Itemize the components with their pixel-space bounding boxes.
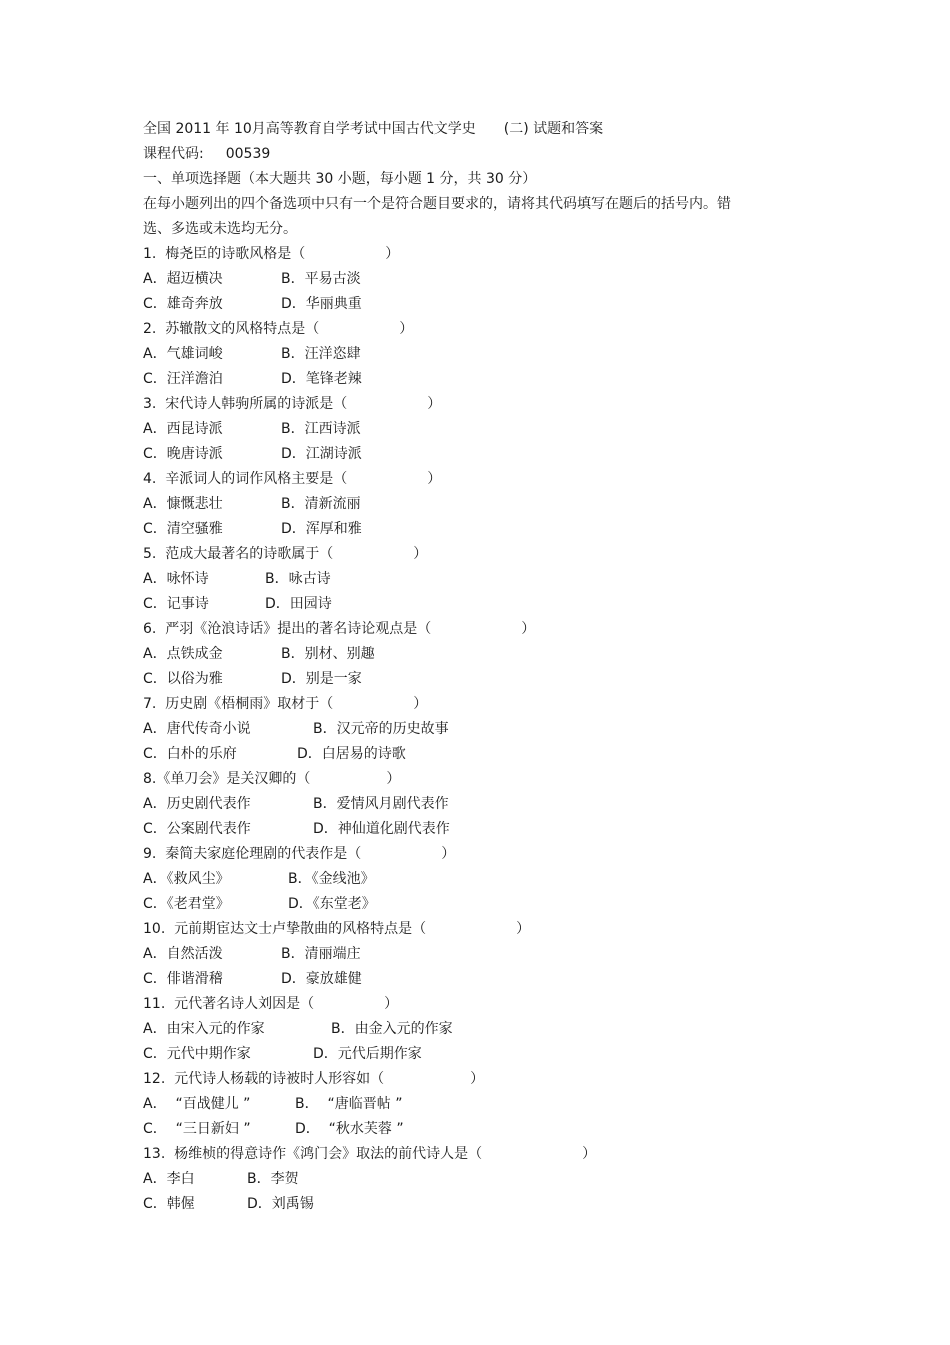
question-text: 7. 历史剧《梧桐雨》取材于（	[143, 696, 334, 712]
option-a: A．唐代传奇小说	[143, 721, 251, 737]
question-stem	[143, 542, 743, 567]
answer-blank-close: ）	[384, 996, 399, 1012]
option-row	[143, 967, 743, 992]
option-b: B．别材、别趣	[281, 646, 375, 662]
option-row	[143, 792, 743, 817]
option-d: D．田园诗	[265, 596, 332, 612]
option-a: A．慷慨悲壮	[143, 496, 223, 512]
question-text: 12. 元代诗人杨载的诗被时人形容如（	[143, 1071, 385, 1087]
option-row	[143, 1017, 743, 1042]
option-b: B．咏古诗	[265, 571, 331, 587]
question-item	[143, 1067, 743, 1142]
question-text: 13. 杨维桢的得意诗作《鸿门会》取法的前代诗人是（	[143, 1146, 483, 1162]
option-d: D．元代后期作家	[313, 1046, 422, 1062]
option-b: B．江西诗派	[281, 421, 361, 437]
option-b: B．由金入元的作家	[331, 1021, 453, 1037]
option-row	[143, 867, 743, 892]
option-row	[143, 342, 743, 367]
answer-blank-close: ）	[441, 846, 456, 862]
option-c: C．公案剧代表作	[143, 821, 251, 837]
option-c: C．清空骚雅	[143, 521, 223, 537]
option-a: A．气雄词峻	[143, 346, 223, 362]
option-c: C．晚唐诗派	[143, 446, 223, 462]
option-b: B．平易古淡	[281, 271, 361, 287]
question-text: 10. 元前期宦达文士卢挚散曲的风格特点是（	[143, 921, 427, 937]
option-row	[143, 292, 743, 317]
option-row	[143, 417, 743, 442]
option-d: D．华丽典重	[281, 296, 362, 312]
answer-blank-close: ）	[413, 546, 428, 562]
option-d: D． “秋水芙蓉 ”	[295, 1121, 404, 1137]
option-row	[143, 717, 743, 742]
question-item	[143, 1142, 743, 1217]
option-a: A．点铁成金	[143, 646, 223, 662]
option-row	[143, 817, 743, 842]
question-text: 5. 范成大最著名的诗歌属于（	[143, 546, 334, 562]
question-item	[143, 542, 743, 617]
course-code-label: 课程代码:	[143, 146, 204, 162]
option-row	[143, 1092, 743, 1117]
option-row	[143, 642, 743, 667]
option-d: D．白居易的诗歌	[297, 746, 406, 762]
option-row	[143, 367, 743, 392]
option-row	[143, 1192, 743, 1217]
option-a: A．历史剧代表作	[143, 796, 251, 812]
option-row	[143, 942, 743, 967]
question-list	[143, 242, 743, 1217]
question-stem	[143, 692, 743, 717]
section-instructions: 在每小题列出的四个备选项中只有一个是符合题目要求的，请将其代码填写在题后的括号内。错选、多选或未选均无分。	[143, 196, 731, 237]
question-stem	[143, 242, 743, 267]
option-row	[143, 1117, 743, 1142]
question-text: 4. 辛派词人的词作风格主要是（	[143, 471, 348, 487]
option-row	[143, 892, 743, 917]
answer-blank-close: ）	[470, 1071, 485, 1087]
option-c: C．韩偓	[143, 1196, 195, 1212]
course-code: 00539	[225, 146, 271, 162]
question-stem	[143, 842, 743, 867]
question-item	[143, 317, 743, 392]
question-stem	[143, 767, 743, 792]
option-row	[143, 517, 743, 542]
question-stem	[143, 392, 743, 417]
option-row	[143, 1042, 743, 1067]
option-a: A． “百战健儿 ”	[143, 1096, 251, 1112]
course-code-line	[143, 142, 743, 167]
answer-blank-close: ）	[413, 696, 428, 712]
answer-blank-close: ）	[386, 771, 401, 787]
option-b: B．《金线池》	[288, 871, 375, 887]
question-item	[143, 767, 743, 842]
option-b: B．清新流丽	[281, 496, 361, 512]
option-c: C． “三日新妇 ”	[143, 1121, 251, 1137]
question-item	[143, 917, 743, 992]
answer-blank-close: ）	[582, 1146, 597, 1162]
question-item	[143, 467, 743, 542]
option-c: C．俳谐滑稽	[143, 971, 223, 987]
option-d: D．刘禹锡	[247, 1196, 314, 1212]
option-d: D．别是一家	[281, 671, 362, 687]
question-stem	[143, 917, 743, 942]
question-item	[143, 692, 743, 767]
option-b: B． “唐临晋帖 ”	[295, 1096, 403, 1112]
option-c: C．元代中期作家	[143, 1046, 251, 1062]
exam-title-main: 全国 2011 年 10月高等教育自学考试中国古代文学史	[143, 121, 476, 137]
option-c: C．记事诗	[143, 596, 209, 612]
answer-blank-close: ）	[516, 921, 531, 937]
answer-blank-close: ）	[385, 246, 400, 262]
question-stem	[143, 617, 743, 642]
question-stem	[143, 992, 743, 1017]
question-text: 8.《单刀会》是关汉卿的（	[143, 771, 311, 787]
question-item	[143, 242, 743, 317]
option-a: A．咏怀诗	[143, 571, 209, 587]
option-b: B．李贺	[247, 1171, 299, 1187]
question-stem	[143, 1142, 743, 1167]
question-text: 2. 苏辙散文的风格特点是（	[143, 321, 320, 337]
question-stem	[143, 1067, 743, 1092]
answer-blank-close: ）	[427, 471, 442, 487]
option-row	[143, 742, 743, 767]
answer-blank-close: ）	[399, 321, 414, 337]
option-row	[143, 1167, 743, 1192]
option-c: C．《老君堂》	[143, 896, 230, 912]
question-text: 9. 秦简夫家庭伦理剧的代表作是（	[143, 846, 362, 862]
option-c: C．以俗为雅	[143, 671, 223, 687]
option-c: C．汪洋澹泊	[143, 371, 223, 387]
option-a: A．超迈横决	[143, 271, 223, 287]
answer-blank-close: ）	[521, 621, 536, 637]
question-item	[143, 392, 743, 467]
question-item	[143, 842, 743, 917]
question-text: 6. 严羽《沧浪诗话》提出的著名诗论观点是（	[143, 621, 432, 637]
option-b: B．汪洋恣肆	[281, 346, 361, 362]
option-b: B．清丽端庄	[281, 946, 361, 962]
option-a: A．自然活泼	[143, 946, 223, 962]
option-b: B．爱情风月剧代表作	[313, 796, 449, 812]
option-row	[143, 492, 743, 517]
option-row	[143, 592, 743, 617]
option-a: A．李白	[143, 1171, 195, 1187]
question-text: 11. 元代著名诗人刘因是（	[143, 996, 315, 1012]
option-d: D．浑厚和雅	[281, 521, 362, 537]
option-c: C．白朴的乐府	[143, 746, 237, 762]
question-text: 1. 梅尧臣的诗歌风格是（	[143, 246, 306, 262]
option-row	[143, 567, 743, 592]
option-d: D．《东堂老》	[288, 896, 376, 912]
question-stem	[143, 467, 743, 492]
option-d: D．神仙道化剧代表作	[313, 821, 450, 837]
answer-blank-close: ）	[427, 396, 442, 412]
option-c: C．雄奇奔放	[143, 296, 223, 312]
option-a: A．西昆诗派	[143, 421, 223, 437]
exam-page	[143, 117, 743, 1217]
question-text: 3. 宋代诗人韩驹所属的诗派是（	[143, 396, 348, 412]
option-d: D．豪放雄健	[281, 971, 362, 987]
option-a: A．由宋入元的作家	[143, 1021, 265, 1037]
option-row	[143, 442, 743, 467]
exam-title	[143, 117, 743, 142]
question-item	[143, 617, 743, 692]
option-a: A．《救风尘》	[143, 871, 230, 887]
option-d: D．笔锋老辣	[281, 371, 362, 387]
exam-title-suffix: (二) 试题和答案	[503, 121, 604, 137]
option-row	[143, 267, 743, 292]
option-row	[143, 667, 743, 692]
section-heading: 一、单项选择题（本大题共 30 小题，每小题 1 分，共 30 分）	[143, 171, 537, 187]
question-item	[143, 992, 743, 1067]
question-stem	[143, 317, 743, 342]
option-d: D．江湖诗派	[281, 446, 362, 462]
option-b: B．汉元帝的历史故事	[313, 721, 449, 737]
